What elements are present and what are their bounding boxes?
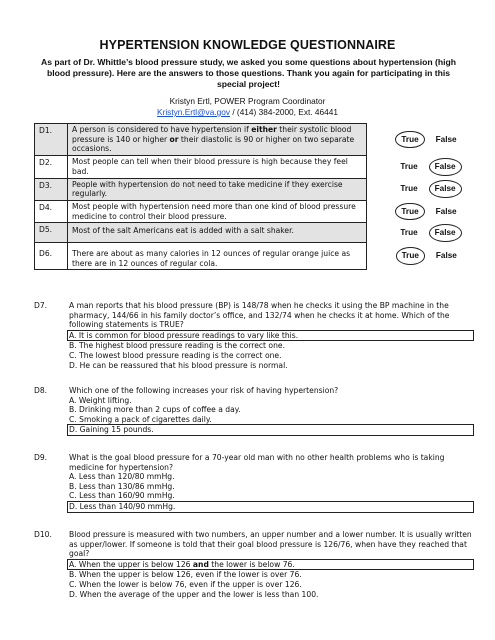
question-number: D9. (34, 453, 48, 462)
true-option[interactable]: True (395, 203, 424, 221)
question-text: People with hypertension do not need to take medicine if they exercise regularly. (68, 178, 367, 200)
question-number: D10. (34, 530, 52, 539)
intro-text: As part of Dr. Whittle’s blood pressure study, we asked you some questions about hypertension (high blood pressure). Here are the answers to those questions. Thank you again for participating in this special project! (41, 57, 456, 89)
option-b[interactable]: B. When the upper is below 126, even if the lower is over 76. (69, 570, 302, 580)
email-link[interactable]: Kristyn.Ertl@va.gov (157, 107, 231, 117)
option-a[interactable]: A. It is common for blood pressure readings to vary like this. (67, 330, 474, 342)
option-d[interactable]: D. Less than 140/90 mmHg. (67, 501, 474, 513)
false-option[interactable]: False (429, 224, 462, 242)
question-stem: What is the goal blood pressure for a 70-year old man with no other health problems who is taking medicine for hypertension? (69, 453, 445, 472)
option-a[interactable]: A. Less than 120/80 mmHg. (69, 472, 175, 482)
question-number: D1. (35, 124, 68, 156)
question-text: There are about as many calories in 12 ounces of regular orange juice as there are in 12 ounces of regular cola. (68, 243, 367, 270)
answer-cell (367, 200, 491, 222)
question-text: Most people with hypertension need more than one kind of blood pressure medicine to control their blood pressure. (68, 200, 367, 222)
answer-cell (367, 178, 491, 200)
question-number: D8. (34, 386, 48, 395)
page-title: HYPERTENSION KNOWLEDGE QUESTIONNAIRE (99, 38, 396, 52)
option-b[interactable]: B. Drinking more than 2 cups of coffee a day. (69, 405, 241, 415)
question-d9 (34, 453, 474, 513)
question-number: D5. (35, 223, 68, 243)
option-b[interactable]: B. The highest blood pressure reading is the correct one. (69, 341, 285, 351)
option-a[interactable]: A. Weight lifting. (69, 395, 132, 405)
contact-info (0, 96, 495, 118)
true-option[interactable]: True (395, 131, 424, 149)
option-d[interactable]: D. Gaining 15 pounds. (67, 424, 474, 436)
false-option[interactable]: False (435, 206, 457, 216)
question-d8 (34, 386, 474, 436)
question-d7 (34, 301, 474, 370)
question-number: D7. (34, 301, 48, 310)
answer-cell (367, 156, 491, 178)
option-c[interactable]: C. Less than 160/90 mmHg. (69, 491, 175, 501)
true-option[interactable]: True (400, 161, 418, 171)
question-number: D6. (35, 243, 68, 270)
question-number: D4. (35, 200, 68, 222)
question-stem: A man reports that his blood pressure (BP) is 148/78 when he checks it using the BP machine in the pharmacy, 144/66 in his family doctor’s office, and 132/74 when he checks it at home. Which of the following statements is TRUE? (69, 301, 450, 330)
true-option[interactable]: True (400, 184, 418, 194)
phone-text: / (414) 384-2000, Ext. 46441 (230, 107, 338, 117)
false-option[interactable]: False (435, 251, 457, 261)
option-c[interactable]: C. Smoking a pack of cigarettes daily. (69, 414, 212, 424)
contact-line (0, 107, 495, 118)
tf-row-d5 (35, 223, 491, 243)
tf-row-d2 (35, 156, 491, 178)
true-false-table (34, 123, 491, 270)
false-option[interactable]: False (435, 134, 457, 144)
answer-cell (367, 223, 491, 243)
question-stem: Blood pressure is measured with two numbers, an upper number and a lower number. It is usually written as upper/lower. If someone is told that their goal blood pressure is 126/76, when have they reached that goal? (69, 530, 472, 559)
tf-row-d1 (35, 124, 491, 156)
coordinator-line: Kristyn Ertl, POWER Program Coordinator (169, 96, 326, 106)
true-option[interactable]: True (396, 247, 425, 265)
option-c[interactable]: C. When the lower is below 76, even if the upper is over 126. (69, 579, 302, 589)
question-stem: Which one of the following increases your risk of having hypertension? (69, 386, 339, 395)
question-number: D2. (35, 156, 68, 178)
tf-row-d4 (35, 200, 491, 222)
question-text: A person is considered to have hypertension if either their systolic blood pressure is 140 or higher or their diastolic is 90 or higher on two separate occasions. (68, 124, 367, 156)
option-d[interactable]: D. He can be reassured that his blood pressure is normal. (69, 360, 288, 370)
answer-cell (367, 243, 491, 270)
question-d10 (34, 530, 474, 599)
option-a[interactable]: A. When the upper is below 126 and the lower is below 76. (67, 559, 474, 571)
question-text: Most of the salt Americans eat is added with a salt shaker. (68, 223, 367, 243)
question-number: D3. (35, 178, 68, 200)
answer-cell (367, 124, 491, 156)
option-b[interactable]: B. Less than 130/86 mmHg. (69, 481, 175, 491)
true-option[interactable]: True (400, 227, 418, 237)
false-option[interactable]: False (429, 158, 462, 176)
question-text: Most people can tell when their blood pressure is high because they feel bad. (68, 156, 367, 178)
false-option[interactable]: False (429, 180, 462, 198)
option-d[interactable]: D. When the average of the upper and the lower is less than 100. (69, 589, 319, 599)
option-c[interactable]: C. The lowest blood pressure reading is the correct one. (69, 350, 282, 360)
tf-row-d3 (35, 178, 491, 200)
tf-row-d6 (35, 243, 491, 270)
